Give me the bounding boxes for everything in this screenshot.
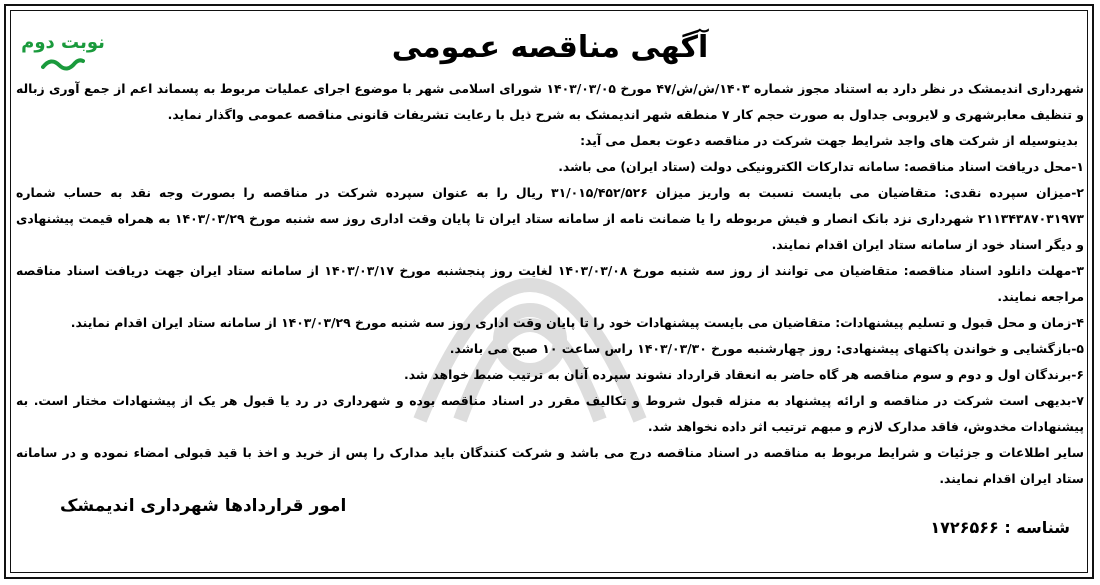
- item-2: ۲-میزان سپرده نقدی: متقاضیان می بایست نسبت به واریز میزان ۳۱/۰۱۵/۴۵۲/۵۲۶ ریال را به عنوان سپرده شرکت در مناقصه را بصورت وجه نقد به حساب شماره ۲۱۱۳۴۳۸۷۰۳۱۹۷۳ شهرداری نزد بانک انصار و فیش مربوطه را یا ضمانت نامه از سامانه ستاد ایران تا پایان وقت اداری روز سه شنبه مورخ ۱۴۰۳/۰۳/۲۹ به همراه قیمت پیشنهادی و دیگر اسناد خود از سامانه ستاد ایران اقدام نمایند.: [16, 185, 1084, 252]
- item-6: ۶-برندگان اول و دوم و سوم مناقصه هر گاه حاضر به انعقاد قرارداد نشوند سپرده آنان به ترتیب ضبط خواهد شد.: [404, 367, 1084, 382]
- signature-line: امور قراردادها شهرداری اندیمشک: [60, 496, 347, 516]
- notice-body: [16, 76, 1084, 492]
- item-3: ۳-مهلت دانلود اسناد مناقصه: متقاضیان می توانند از روز سه شنبه مورخ ۱۴۰۳/۰۳/۰۸ لغایت روز پنجشنبه مورخ ۱۴۰۳/۰۳/۱۷ از سامانه ستاد ایران جهت دریافت اسناد مناقصه مراجعه نمایند.: [16, 263, 1084, 304]
- closing-paragraph: سایر اطلاعات و جزئیات و شرایط مربوط به مناقصه در اسناد مناقصه درج می باشد و شرکت کنندگان باید مدارک را پس از خرید و اخذ با قید قبولی امضاء نموده و در سامانه ستاد ایران اقدام نمایند.: [16, 445, 1084, 486]
- notice-title: آگهی مناقصه عمومی: [391, 30, 709, 65]
- badge-label: نوبت دوم: [21, 32, 105, 53]
- notice-id: شناسه : ۱۷۲۶۵۶۶: [930, 518, 1070, 537]
- item-7: ۷-بدیهی است شرکت در مناقصه و ارائه پیشنهاد به منزله قبول شروط و تکالیف مقرر در اسناد مناقصه بوده و شهرداری در رد یا قبول هر یک از پیشنهادات مختار است. به پیشنهادات مخدوش، فاقد مدارک لازم و مبهم ترتیب اثر داده نخواهد شد.: [16, 393, 1084, 434]
- item-1: ۱-محل دریافت اسناد مناقصه: سامانه تدارکات الکترونیکی دولت (ستاد ایران) می باشد.: [558, 159, 1084, 174]
- item-5: ۵-بازگشایی و خواندن پاکتهای پیشنهادی: روز چهارشنبه مورخ ۱۴۰۳/۰۳/۳۰ راس ساعت ۱۰ صبح می باشد.: [449, 341, 1084, 356]
- intro-paragraph: شهرداری اندیمشک در نظر دارد به استناد مجوز شماره ۱۴۰۳/ش/ش/۴۷ مورخ ۱۴۰۳/۰۳/۰۵ شورای اسلامی شهر با موضوع اجرای عملیات مربوط به پسماند اعم از جمع آوری زباله و تنظیف معابرشهری و لایروبی جداول به صورت حجم کار ۷ منطقه شهر اندیمشک به شرح ذیل با رعایت تشریفات قانونی مناقصه عمومی واگذار نماید.: [16, 81, 1084, 122]
- invite-paragraph: بدینوسیله از شرکت های واجد شرایط جهت شرکت در مناقصه دعوت بعمل می آید:: [580, 133, 1078, 148]
- item-4: ۴-زمان و محل قبول و تسلیم پیشنهادات: متقاضیان می بایست پیشنهادات خود را تا پایان وقت اداری روز سه شنبه مورخ ۱۴۰۳/۰۳/۲۹ از سامانه ستاد ایران اقدام نمایند.: [70, 315, 1084, 330]
